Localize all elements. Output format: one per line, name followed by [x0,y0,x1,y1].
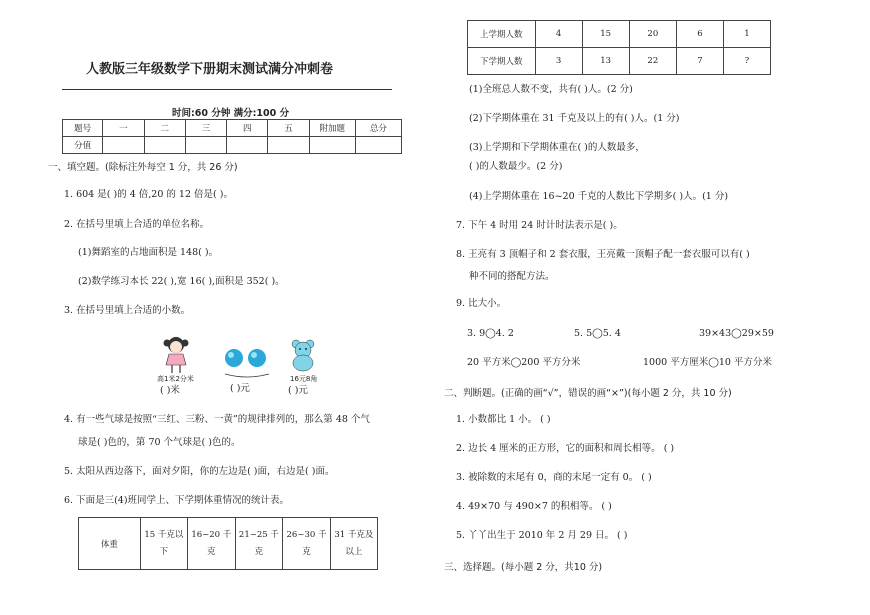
section3-heading: 三、选择题。(每小题 2 分，共10 分) [444,562,603,573]
question-6: 6. 下面是三(4)班同学上、下学期体重情况的统计表。 [64,495,290,506]
compare-item: 1000 平方厘米◯10 平方分米 [643,357,772,368]
weight-count-table [467,20,771,75]
question-4-line1: 4. 有一些气球是按照“三红、三粉、一黄”的规律排列的，那么第 48 个气 [64,414,370,425]
score-header-cell: 附加题 [309,120,355,137]
compare-item: 39×43◯29×59 [699,328,774,339]
weight-header-cell: 15 千克以下 [140,518,187,570]
judge-item: 3. 被除数的末尾有 0，商的末尾一定有 0。 ( ) [456,472,652,483]
score-cell[interactable] [227,137,268,154]
count-cell: 3 [535,48,582,75]
balls-answer: ( )元 [230,383,250,394]
girl-illustration [160,335,192,375]
question-3: 3. 在括号里填上合适的小数。 [64,305,191,316]
question-8-line2: 种不同的搭配方法。 [469,271,555,282]
weight-header-cell: 16~20 千克 [188,518,236,570]
section2-heading: 二、判断题。(正确的画“√”，错误的画“×”)(每小题 2 分，共 10 分) [444,388,732,399]
compare-item: 5. 5◯5. 4 [574,328,621,339]
exam-subtitle: 时间:60 分钟 满分:100 分 [172,108,290,119]
question-6b: (2)下学期体重在 31 千克及以上的有( )人。(1 分) [469,113,680,124]
score-header-cell: 五 [268,120,309,137]
score-row-label: 分值 [63,137,103,154]
exam-title: 人教版三年级数学下册期末测试满分冲刺卷 [86,62,334,77]
section1-heading: 一、填空题。(除标注外每空 1 分，共 26 分) [48,162,238,173]
weight-header-cell: 31 千克及以上 [330,518,377,570]
count-cell: 13 [582,48,629,75]
girl-caption: 高1米2分米 [157,375,194,383]
bear-illustration [288,338,318,372]
question-8-line1: 8. 王亮有 3 顶帽子和 2 套衣服，王亮戴一顶帽子配一套衣服可以有( ) [456,249,750,260]
score-cell[interactable] [268,137,309,154]
judge-item: 5. 丫丫出生于 2010 年 2 月 29 日。 ( ) [456,530,628,541]
question-7: 7. 下午 4 时用 24 时计时法表示是( )。 [456,220,623,231]
score-header-cell: 二 [144,120,185,137]
weight-table [78,517,378,570]
question-2b: (2)数学练习本长 22( ),宽 16( ),面积是 352( )。 [78,276,285,287]
compare-item: 3. 9◯4. 2 [467,328,514,339]
weight-header-cell: 21~25 千克 [235,518,283,570]
score-table [62,119,402,154]
count-cell: 20 [629,21,676,48]
question-9: 9. 比大小。 [456,298,507,309]
judge-item: 4. 49×70 与 490×7 的积相等。 ( ) [456,501,612,512]
question-6d: (4)上学期体重在 16~20 千克的人数比下学期多( )人。(1 分) [469,191,729,202]
weight-header-cell: 26~30 千克 [283,518,331,570]
question-6c-line2: ( )的人数最少。(2 分) [469,161,563,172]
count-cell: 6 [676,21,723,48]
score-header-cell: 题号 [63,120,103,137]
question-4-line2: 球是( )色的，第 70 个气球是( )色的。 [78,437,241,448]
count-cell: 15 [582,21,629,48]
count-cell: 7 [676,48,723,75]
count-cell: 4 [535,21,582,48]
title-rule [62,89,392,90]
judge-item: 2. 边长 4 厘米的正方形，它的面积和周长相等。 ( ) [456,443,675,454]
count-cell: 22 [629,48,676,75]
score-cell[interactable] [103,137,144,154]
girl-answer: ( )米 [160,385,180,396]
score-header-cell: 四 [227,120,268,137]
weight-header-cell: 体重 [79,518,141,570]
question-6a: (1)全班总人数不变，共有( )人。(2 分) [469,84,633,95]
score-cell[interactable] [185,137,226,154]
score-header-cell: 三 [185,120,226,137]
judge-item: 1. 小数都比 1 小。 ( ) [456,414,551,425]
count-row-label: 下学期人数 [468,48,536,75]
question-2: 2. 在括号里填上合适的单位名称。 [64,219,210,230]
score-header-cell: 一 [103,120,144,137]
count-cell: 1 [723,21,770,48]
score-cell[interactable] [355,137,401,154]
balls-illustration [223,346,271,384]
bear-caption: 16元8角 [290,375,318,383]
question-1: 1. 604 是( )的 4 倍,20 的 12 倍是( )。 [64,189,233,200]
compare-item: 20 平方米◯200 平方分米 [467,357,581,368]
score-cell[interactable] [309,137,355,154]
score-cell[interactable] [144,137,185,154]
count-cell: ? [723,48,770,75]
question-5: 5. 太阳从西边落下，面对夕阳，你的左边是( )面，右边是( )面。 [64,466,335,477]
score-header-cell: 总分 [355,120,401,137]
question-2a: (1)舞蹈室的占地面积是 148( )。 [78,247,219,258]
bear-answer: ( )元 [288,385,308,396]
question-6c-line1: (3)上学期和下学期体重在( )的人数最多， [469,142,645,153]
count-row-label: 上学期人数 [468,21,536,48]
